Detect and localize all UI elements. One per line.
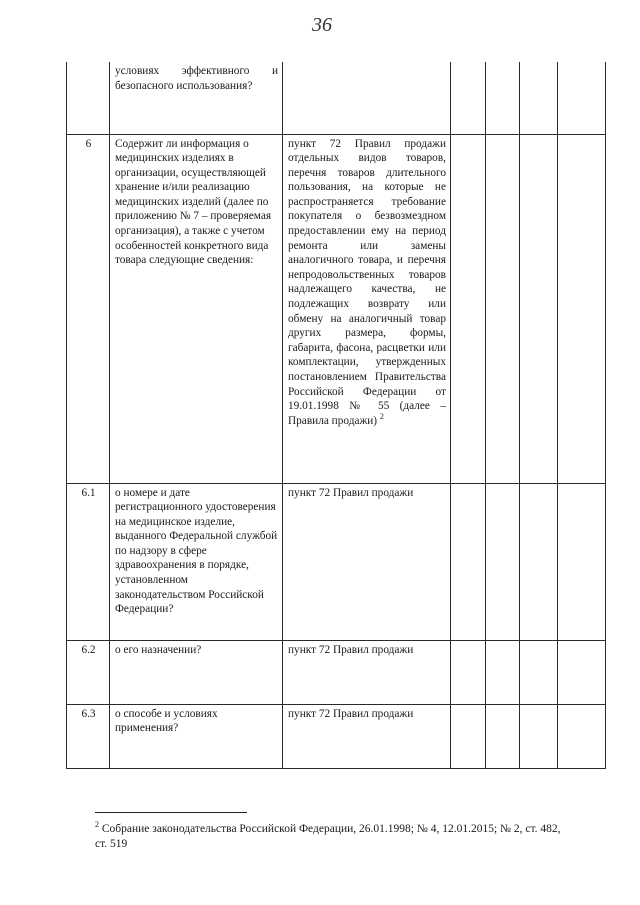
reference-cell: пункт 72 Правил продажи — [283, 704, 451, 768]
comment-cell — [558, 62, 606, 134]
checklist-table — [66, 62, 606, 769]
comment-cell — [558, 134, 606, 483]
answer-no-cell — [486, 640, 520, 704]
answer-yes-cell — [451, 62, 486, 134]
reference-cell: пункт 72 Правил продажи — [283, 483, 451, 640]
footnote — [95, 822, 575, 852]
answer-na-cell — [520, 483, 558, 640]
reference-text: пункт 72 Правил продажи отдельных видов товаров, перечня товаров длительного пользования, на которые не распространяется требование покупателя о безвозмездном предоставлении ему на период ремонта или замены аналогичного товара, и перечня непродовольственных товаров надлежащего качества, не подлежащих возврату или обмену на аналогичный товар других размера, формы, габарита, фасона, расцветки или комплектации, утвержденных постановлением Правительства Российской Федерации от 19.01.1998 № 55 (далее – Правила продажи) — [288, 137, 446, 427]
reference-cell: пункт 72 Правил продажи — [283, 640, 451, 704]
answer-no-cell — [486, 483, 520, 640]
answer-yes-cell — [451, 134, 486, 483]
table-row — [67, 640, 606, 704]
answer-no-cell — [486, 134, 520, 483]
answer-na-cell — [520, 640, 558, 704]
row-number: 6.3 — [67, 704, 110, 768]
table-row — [67, 704, 606, 768]
question-cell: о его назначении? — [110, 640, 283, 704]
answer-no-cell — [486, 704, 520, 768]
answer-no-cell — [486, 62, 520, 134]
table-row — [67, 62, 606, 134]
footnote-mark: 2 — [95, 820, 99, 830]
table-row — [67, 483, 606, 640]
reference-cell — [283, 134, 451, 483]
answer-yes-cell — [451, 483, 486, 640]
row-number: 6.2 — [67, 640, 110, 704]
question-cell: о способе и условиях применения? — [110, 704, 283, 768]
row-number: 6 — [67, 134, 110, 483]
answer-yes-cell — [451, 640, 486, 704]
comment-cell — [558, 483, 606, 640]
footnote-divider — [95, 812, 247, 813]
question-cell: о номере и дате регистрационного удостоверения на медицинское изделие, выданного Федеральной службой по надзору в сфере здравоохранения в порядке, установленном законодательством Российской Федерации? — [110, 483, 283, 640]
comment-cell — [558, 640, 606, 704]
question-cell: Содержит ли информация о медицинских изделиях в организации, осуществляющей хранение и/или реализацию медицинских изделий (далее по приложению № 7 – проверяемая организация), а также с учетом особенностей конкретного вида товара следующие сведения: — [110, 134, 283, 483]
footnote-mark: 2 — [379, 412, 384, 422]
answer-na-cell — [520, 704, 558, 768]
reference-cell — [283, 62, 451, 134]
answer-yes-cell — [451, 704, 486, 768]
comment-cell — [558, 704, 606, 768]
page-number: 36 — [312, 14, 332, 36]
answer-na-cell — [520, 62, 558, 134]
question-cell: условиях эффективного и безопасного использования? — [110, 62, 283, 134]
answer-na-cell — [520, 134, 558, 483]
footnote-text: Собрание законодательства Российской Федерации, 26.01.1998; № 4, 12.01.2015; № 2, ст. 482, ст. 519 — [95, 823, 561, 850]
row-number: 6.1 — [67, 483, 110, 640]
row-number — [67, 62, 110, 134]
table-row — [67, 134, 606, 483]
